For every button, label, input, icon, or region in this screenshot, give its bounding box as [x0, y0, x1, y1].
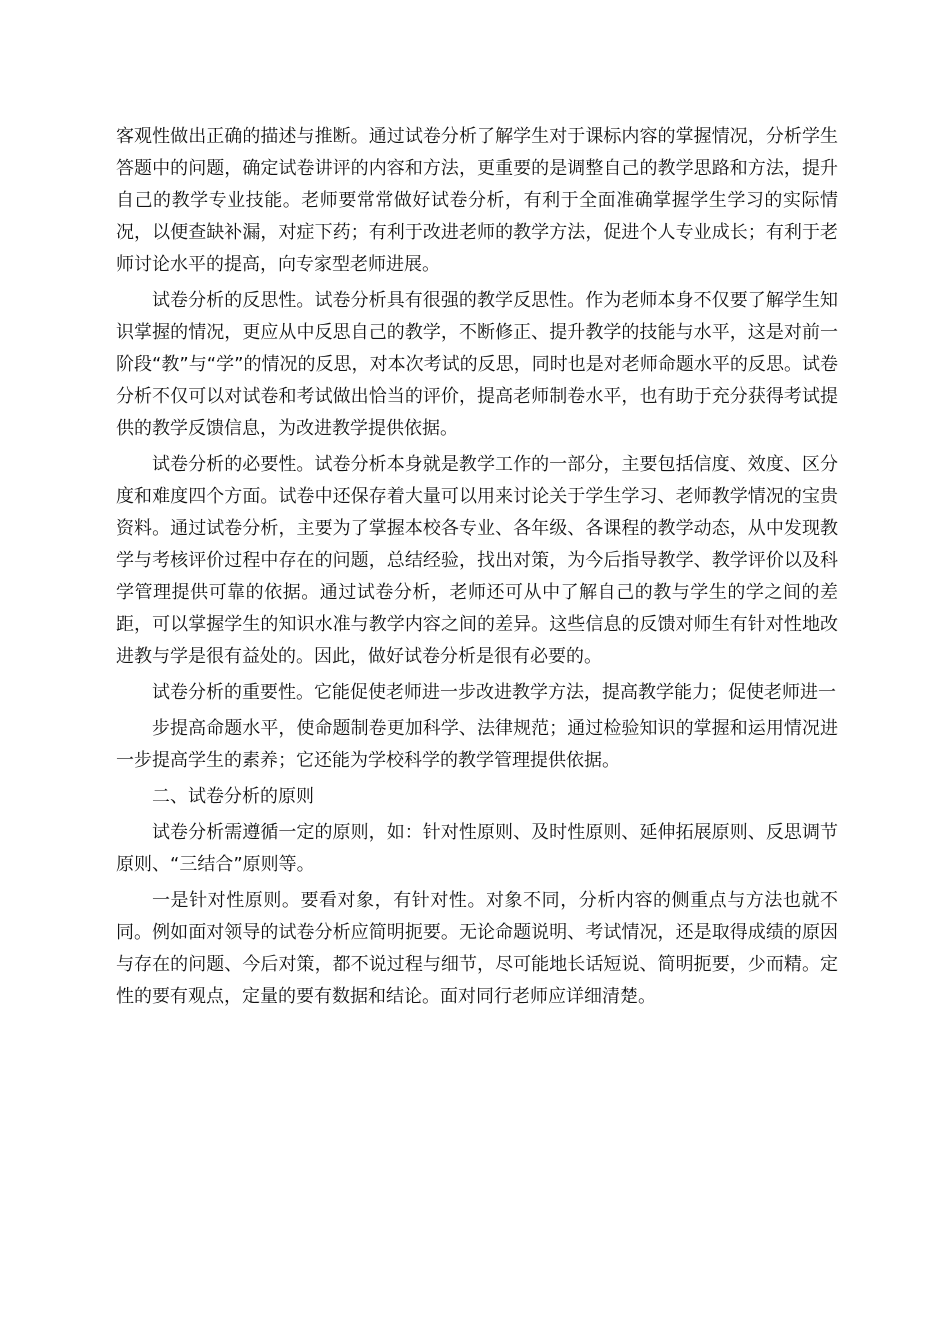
section-heading-principles: 二、试卷分析的原则: [152, 786, 314, 807]
paragraph-principles-intro: 试卷分析需遵循一定的原则，如：针对性原则、及时性原则、延伸拓展原则、反思调节原则、“三结合”原则等。: [116, 822, 838, 875]
paragraph-importance-continued: 步提高命题水平，使命题制卷更加科学、法律规范；通过检验知识的掌握和运用情况进一步提高学生的素养；它还能为学校科学的教学管理提供依据。: [116, 718, 838, 771]
paragraph-necessity: 试卷分析的必要性。试卷分析本身就是教学工作的一部分，主要包括信度、效度、区分度和难度四个方面。试卷中还保存着大量可以用来讨论关于学生学习、老师教学情况的宝贵资料。通过试卷分析，主要为了掌握本校各专业、各年级、各课程的教学动态，从中发现教学与考核评价过程中存在的问题，总结经验，找出对策，为今后指导教学、教学评价以及科学管理提供可靠的依据。通过试卷分析，老师还可从中了解自己的教与学生的学之间的差距，可以掌握学生的知识水准与教学内容之间的差异。这些信息的反馈对师生有针对性地改进教与学是很有益处的。因此，做好试卷分析是很有必要的。: [116, 454, 838, 667]
paragraph-reflection: 试卷分析的反思性。试卷分析具有很强的教学反思性。作为老师本身不仅要了解学生知识掌握的情况，更应从中反思自己的教学，不断修正、提升教学的技能与水平，这是对前一阶段“教”与“学”的情况的反思，对本次考试的反思，同时也是对老师命题水平的反思。试卷分析不仅可以对试卷和考试做出恰当的评价，提高老师制卷水平，也有助于充分获得考试提供的教学反馈信息，为改进教学提供依据。: [116, 290, 838, 439]
paragraph-continuation: 客观性做出正确的描述与推断。通过试卷分析了解学生对于课标内容的掌握情况，分析学生答题中的问题，确定试卷讲评的内容和方法，更重要的是调整自己的教学思路和方法，提升自己的教学专业技能。老师要常常做好试卷分析，有利于全面准确掌握学生学习的实际情况，以便查缺补漏，对症下药；有利于改进老师的教学方法，促进个人专业成长；有利于老师讨论水平的提高，向专家型老师进展。: [116, 126, 838, 275]
document-body: [116, 121, 838, 1017]
paragraph-targeting-principle: 一是针对性原则。要看对象，有针对性。对象不同，分析内容的侧重点与方法也就不同。例如面对领导的试卷分析应简明扼要。无论命题说明、考试情况，还是取得成绩的原因与存在的问题、今后对策，都不说过程与细节，尽可能地长话短说、简明扼要，少而精。定性的要有观点，定量的要有数据和结论。面对同行老师应详细清楚。: [116, 890, 838, 1007]
paragraph-importance: 试卷分析的重要性。它能促使老师进一步改进教学方法，提高教学能力；促使老师进一: [152, 682, 836, 703]
